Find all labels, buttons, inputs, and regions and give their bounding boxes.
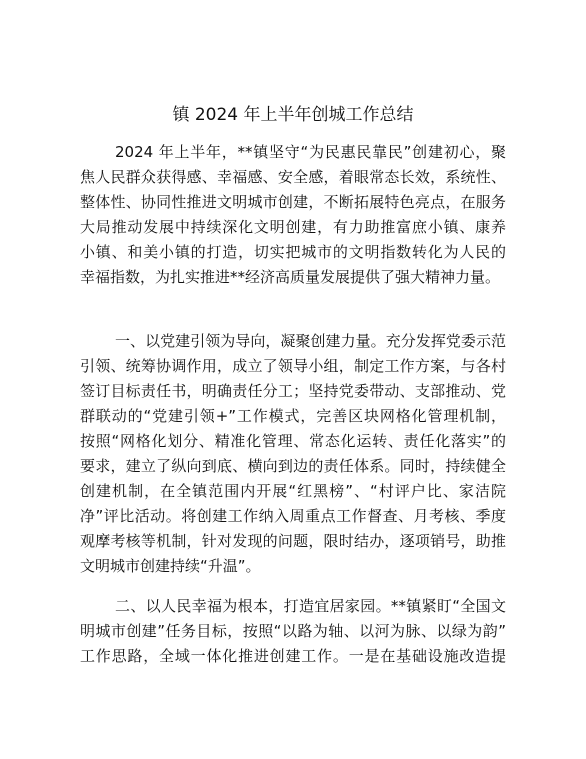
- paragraph-1-line-2: 焦人民群众获得感、幸福感、安全感，着眼常态长效，系统性、: [80, 168, 506, 186]
- paragraph-1-line-4: 大局推动发展中持续深化文明创建，有力助推富庶小镇、康养: [80, 218, 506, 236]
- paragraph-1-line-6: 幸福指数，为扎实推进**经济高质量发展提供了强大精神力量。: [80, 268, 501, 286]
- paragraph-2-line-3: 签订目标责任书，明确责任分工；坚持党委带动、支部推动、党: [80, 382, 506, 400]
- paragraph-2-line-6: 要求，建立了纵向到底、横向到边的责任体系。同时，持续健全: [80, 457, 506, 475]
- paragraph-2-line-7: 创建机制，在全镇范围内开展“红黑榜”、“村评户比、家洁院: [80, 482, 506, 500]
- paragraph-3-line-2: 明城市创建”任务目标，按照“以路为轴、以河为脉、以绿为韵”: [80, 622, 506, 640]
- paragraph-2-line-5: 按照“网格化划分、精准化管理、常态化运转、责任化落实”的: [80, 432, 506, 450]
- paragraph-2-line-8: 净”评比活动。将创建工作纳入周重点工作督查、月考核、季度: [80, 507, 506, 525]
- paragraph-3-line-1: 二、以人民幸福为根本，打造宜居家园。**镇紧盯“全国文: [115, 597, 506, 615]
- paragraph-1-line-3: 整体性、协同性推进文明城市创建，不断拓展特色亮点，在服务: [80, 193, 506, 211]
- paragraph-2-line-10: 文明城市创建持续“升温”。: [80, 557, 261, 575]
- paragraph-2-line-9: 观摩考核等机制，针对发现的问题，限时结办，逐项销号，助推: [80, 532, 506, 550]
- document-title: 镇 2024 年上半年创城工作总结: [172, 105, 414, 125]
- paragraph-2-line-2: 引领、统筹协调作用，成立了领导小组，制定工作方案，与各村: [80, 357, 506, 375]
- paragraph-2-line-1: 一、以党建引领为导向，凝聚创建力量。充分发挥党委示范: [115, 332, 506, 350]
- paragraph-1-line-1: 2024 年上半年，**镇坚守“为民惠民靠民”创建初心，聚: [115, 143, 506, 161]
- paragraph-3-line-3: 工作思路，全域一体化推进创建工作。一是在基础设施改造提: [80, 647, 506, 665]
- paragraph-1-line-5: 小镇、和美小镇的打造，切实把城市的文明指数转化为人民的: [80, 243, 506, 261]
- paragraph-2-line-4: 群联动的“党建引领+”工作模式，完善区块网格化管理机制，: [80, 407, 506, 425]
